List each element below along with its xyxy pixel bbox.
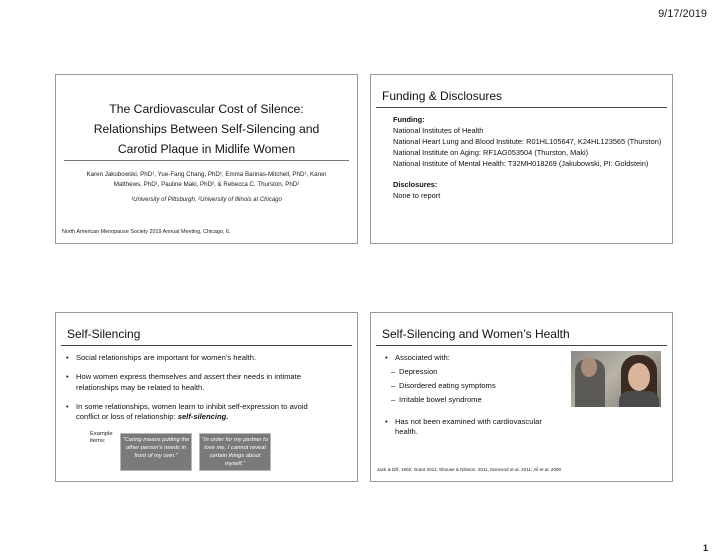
presentation-title [56, 99, 357, 159]
disclosures-text: None to report [393, 191, 441, 200]
example-quote-box: “Caring means putting the other person’s needs in front of my own.” [120, 433, 192, 471]
funding-item: National Institutes of Health [393, 126, 484, 135]
authors [62, 170, 351, 190]
slide-self-silencing [55, 312, 358, 482]
bullet-item [66, 402, 333, 423]
emphasized-term: self-silencing. [177, 412, 229, 421]
slide-heading: Funding & Disclosures [382, 89, 503, 103]
bullet-item: • Associated with: [385, 353, 565, 363]
divider [376, 345, 667, 346]
bullet-text: In some relationships, women learn to inhibit self-expression to avoid conflict or loss of relationship: [76, 401, 308, 421]
slide-womens-health [370, 312, 673, 482]
funding-section [393, 115, 664, 202]
slide-heading: Self-Silencing and Women’s Health [382, 327, 570, 341]
sub-item: – Irritable bowel syndrome [385, 395, 565, 405]
affiliations: ¹University of Pittsburgh, ²University of Illinois at Chicago [131, 197, 282, 203]
example-label: Example items: [90, 431, 113, 444]
sub-item: – Disordered eating symptoms [385, 381, 565, 391]
title-line: Relationships Between Self-Silencing and [93, 122, 320, 136]
couple-photo [571, 351, 661, 407]
divider [376, 107, 667, 108]
bullet-item: • How women express themselves and assert their needs in intimate relationships may be related to health. [66, 372, 333, 393]
authors-line: Matthews, PhD¹, Pauline Maki, PhD², & Rebecca C. Thurston, PhD¹ [113, 181, 300, 188]
funding-item: National Institute on Aging: RF1AG053504 (Thurston, Maki) [393, 148, 589, 157]
references: Jack & Dill, 1992; Grant 2011; Shouse & Nilsson, 2011, Norwood et al. 2011; Ali et al. 2000 [377, 467, 562, 472]
bullet-list [66, 353, 333, 431]
page-date: 9/17/2019 [658, 8, 707, 20]
sub-item: – Depression [385, 367, 565, 377]
example-quote-box: “In order for my partner to love me, I cannot reveal certain things about myself.” [199, 433, 271, 471]
slide-title [55, 74, 358, 244]
bullet-list [385, 353, 565, 441]
disclosures-heading: Disclosures: [393, 180, 438, 189]
divider [61, 345, 352, 346]
funding-item: National Institute of Mental Health: T32MH018269 (Jakubowski, PI: Goldstein) [393, 159, 649, 168]
bullet-item: • Social relationships are important for women’s health. [66, 353, 333, 364]
divider [64, 160, 349, 161]
title-line: Carotid Plaque in Midlife Women [117, 142, 296, 156]
funding-heading: Funding: [393, 115, 425, 124]
funding-item: National Heart Lung and Blood Institute: R01HL105647, K24HL123565 (Thurston) [393, 137, 662, 146]
page-number: 1 [702, 543, 708, 553]
meeting-footer: North American Menopause Society 2019 Annual Meeting, Chicago, IL [62, 229, 231, 235]
title-line: The Cardiovascular Cost of Silence: [109, 102, 304, 116]
authors-line: Karen Jakubowski, PhD¹, Yue-Fang Chang, PhD¹, Emma Barinas-Mitchell, PhD¹, Karen [86, 171, 327, 178]
bullet-item: • Has not been examined with cardiovascular health. [385, 417, 565, 437]
slide-funding [370, 74, 673, 244]
slide-heading: Self-Silencing [67, 327, 141, 341]
